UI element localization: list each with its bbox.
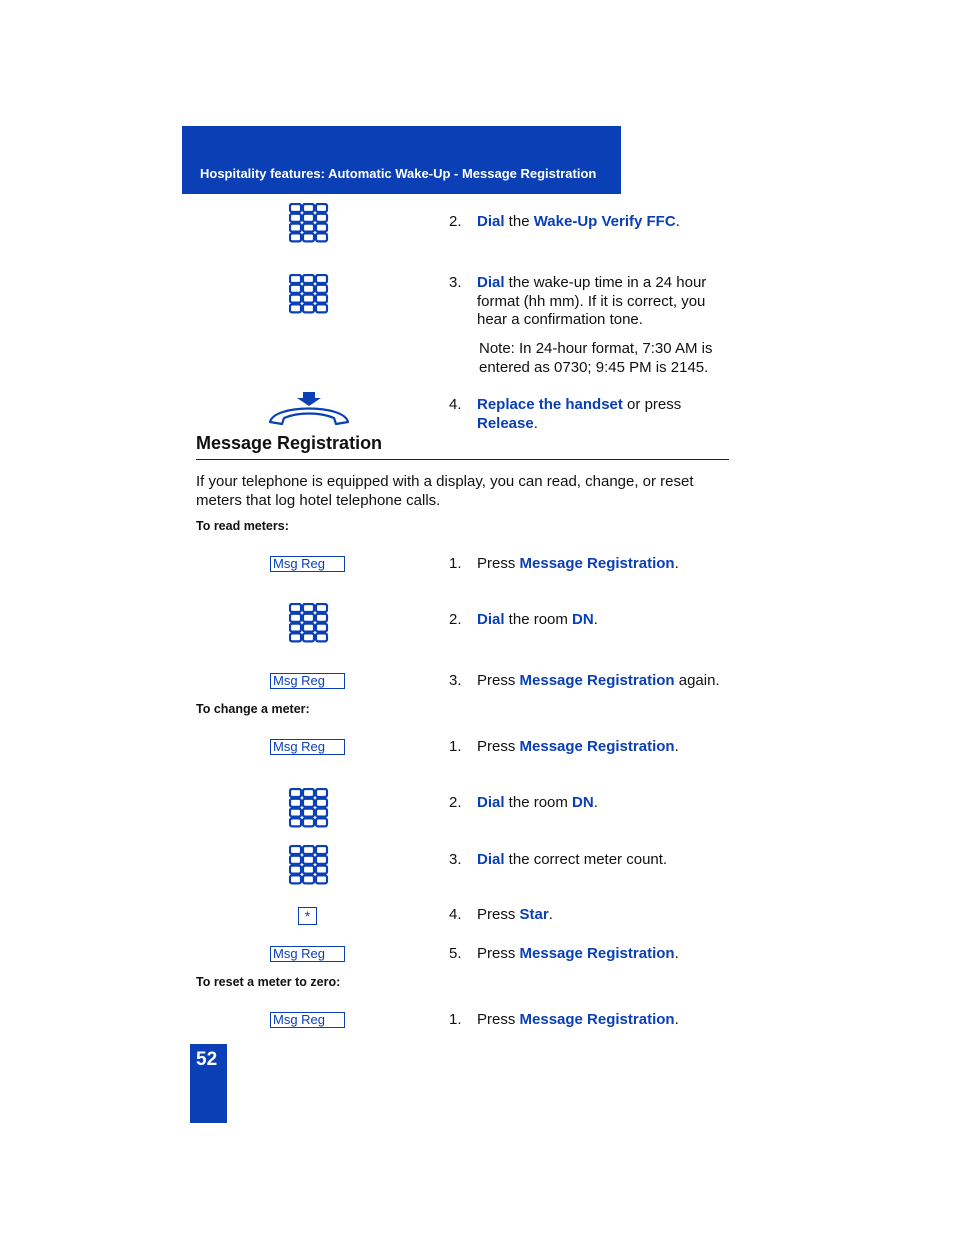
keypad-key xyxy=(303,866,314,874)
step-highlight: Message Registration xyxy=(519,945,675,962)
keypad-key xyxy=(316,204,327,212)
msg-reg-softkey[interactable]: Msg Reg xyxy=(270,673,345,689)
keypad-key xyxy=(316,875,327,883)
wakeup-step-4 xyxy=(449,396,739,433)
keypad-key xyxy=(290,304,301,312)
keypad-key xyxy=(316,624,327,632)
step-text xyxy=(477,945,739,964)
keypad-key xyxy=(290,604,301,612)
keypad-key xyxy=(303,799,314,807)
keypad-key xyxy=(316,633,327,641)
step-fragment: . xyxy=(674,555,679,572)
step-highlight: Message Registration xyxy=(519,1011,675,1028)
keypad-key xyxy=(290,204,301,212)
keypad-key xyxy=(303,624,314,632)
step-fragment: . xyxy=(674,738,679,755)
read-step-3 xyxy=(449,672,739,691)
keypad-key xyxy=(316,856,327,864)
step-number: 1. xyxy=(449,1011,462,1028)
keypad-key xyxy=(316,799,327,807)
keypad-key xyxy=(303,614,314,622)
step-fragment: or press xyxy=(622,396,682,413)
keypad-key xyxy=(290,614,301,622)
step-fragment: the room xyxy=(504,611,573,628)
change-step-2 xyxy=(449,794,739,813)
keypad-key xyxy=(290,789,301,797)
keypad-icon xyxy=(289,845,329,885)
keypad-key xyxy=(316,295,327,303)
step-text xyxy=(477,555,739,574)
keypad-key xyxy=(316,233,327,241)
step-highlight: Release xyxy=(477,414,534,432)
step-fragment: Press xyxy=(477,738,520,755)
keypad-key xyxy=(316,604,327,612)
subhead-reset-meter: To reset a meter to zero: xyxy=(196,975,341,989)
keypad-key xyxy=(303,304,314,312)
keypad-key xyxy=(316,224,327,232)
keypad-key xyxy=(303,633,314,641)
step-number: 3. xyxy=(449,851,462,868)
step-fragment: Press xyxy=(477,906,520,923)
step-fragment: . xyxy=(674,945,679,962)
step-text xyxy=(477,672,739,691)
header-title: Hospitality features: Automatic Wake-Up - Message Registration xyxy=(200,166,597,181)
step-highlight: Dial xyxy=(477,213,505,230)
keypad-key xyxy=(290,875,301,883)
step-fragment: Press xyxy=(477,555,520,572)
keypad-key xyxy=(303,789,314,797)
star-key-icon[interactable]: * xyxy=(298,907,317,925)
keypad-key xyxy=(316,846,327,854)
reset-step-1 xyxy=(449,1011,739,1030)
keypad-key xyxy=(290,846,301,854)
keypad-key xyxy=(290,233,301,241)
step-text xyxy=(477,794,739,813)
msg-reg-softkey[interactable]: Msg Reg xyxy=(270,739,345,755)
keypad-key xyxy=(303,846,314,854)
header-band xyxy=(182,126,621,194)
step-number: 2. xyxy=(449,213,462,230)
change-step-4 xyxy=(449,906,739,925)
step-highlight: Dial xyxy=(477,611,505,628)
step-fragment: Press xyxy=(477,1011,520,1028)
keypad-key xyxy=(303,275,314,283)
keypad-key xyxy=(316,809,327,817)
step-fragment: Press xyxy=(477,945,520,962)
step-text xyxy=(477,738,739,757)
keypad-key xyxy=(290,295,301,303)
keypad-key xyxy=(303,856,314,864)
step-highlight: Dial xyxy=(477,851,505,868)
keypad-key xyxy=(303,875,314,883)
keypad-key xyxy=(290,624,301,632)
keypad-key xyxy=(303,295,314,303)
step-fragment: . xyxy=(674,1011,679,1028)
keypad-key xyxy=(303,233,314,241)
step-number: 1. xyxy=(449,738,462,755)
keypad-key xyxy=(316,818,327,826)
step-text xyxy=(477,213,739,232)
keypad-key xyxy=(303,604,314,612)
step-text xyxy=(477,906,739,925)
keypad-key xyxy=(316,789,327,797)
step-fragment: . xyxy=(675,213,680,230)
step-number: 4. xyxy=(449,906,462,923)
step-text xyxy=(477,1011,739,1030)
keypad-icon xyxy=(289,788,329,828)
step-number: 4. xyxy=(449,396,462,413)
msg-reg-softkey[interactable]: Msg Reg xyxy=(270,946,345,962)
keypad-key xyxy=(290,633,301,641)
step-text xyxy=(477,611,739,630)
step-fragment: the room xyxy=(504,794,573,811)
keypad-key xyxy=(290,818,301,826)
keypad-key xyxy=(290,285,301,293)
keypad-key xyxy=(316,275,327,283)
step-number: 2. xyxy=(449,794,462,811)
keypad-key xyxy=(290,809,301,817)
keypad-icon xyxy=(289,603,329,643)
handset-icon xyxy=(266,390,352,428)
section-intro: If your telephone is equipped with a display, you can read, change, or reset meters that log hotel telephone calls. xyxy=(196,473,694,509)
step-highlight: Wake-Up Verify FFC xyxy=(533,213,676,230)
step-highlight: Dial xyxy=(477,794,505,811)
keypad-key xyxy=(303,285,314,293)
step-fragment: the correct meter count. xyxy=(504,851,668,868)
keypad-key xyxy=(290,275,301,283)
keypad-key xyxy=(303,204,314,212)
keypad-key xyxy=(303,224,314,232)
step-number: 3. xyxy=(449,274,462,291)
step-number: 1. xyxy=(449,555,462,572)
step-number: 5. xyxy=(449,945,462,962)
step-number: 2. xyxy=(449,611,462,628)
step-highlight: Message Registration xyxy=(519,738,675,755)
keypad-key xyxy=(290,799,301,807)
subhead-read-meters: To read meters: xyxy=(196,519,289,533)
keypad-key xyxy=(290,214,301,222)
step-highlight: Replace the handset xyxy=(477,396,623,413)
wakeup-step-3 xyxy=(449,274,739,330)
step-fragment: . xyxy=(593,611,598,628)
step-fragment: . xyxy=(548,906,553,923)
step-fragment: Press xyxy=(477,672,520,689)
change-step-5 xyxy=(449,945,739,964)
step-highlight: Message Registration xyxy=(519,672,675,689)
change-step-3 xyxy=(449,851,739,870)
page-tab xyxy=(190,1044,227,1123)
step-highlight: Star xyxy=(519,906,549,923)
page-number: 52 xyxy=(196,1049,218,1070)
keypad-key xyxy=(316,304,327,312)
step-fragment: . xyxy=(593,794,598,811)
keypad-key xyxy=(290,856,301,864)
msg-reg-softkey[interactable]: Msg Reg xyxy=(270,556,345,572)
wakeup-note: Note: In 24-hour format, 7:30 AM is entered as 0730; 9:45 PM is 2145. xyxy=(479,340,713,376)
step-highlight: DN xyxy=(572,611,594,628)
keypad-key xyxy=(316,214,327,222)
keypad-icon xyxy=(289,274,329,314)
step-text xyxy=(477,396,739,433)
section-title: Message Registration xyxy=(196,433,383,453)
subhead-change-meter: To change a meter: xyxy=(196,702,310,716)
keypad-key xyxy=(316,866,327,874)
step-highlight: Message Registration xyxy=(519,555,675,572)
change-step-1 xyxy=(449,738,739,757)
step-fragment: again. xyxy=(674,672,720,689)
step-text xyxy=(477,274,739,330)
wakeup-step-2 xyxy=(449,213,739,232)
step-fragment: the wake-up time in a 24 hour format (hh mm). If it is correct, you hear a confirmation tone. xyxy=(477,274,707,328)
step-number: 3. xyxy=(449,672,462,689)
section-divider xyxy=(196,459,729,460)
step-highlight: DN xyxy=(572,794,594,811)
keypad-icon xyxy=(289,203,329,243)
keypad-key xyxy=(290,224,301,232)
keypad-key xyxy=(303,818,314,826)
keypad-key xyxy=(316,614,327,622)
step-text xyxy=(477,851,739,870)
step-fragment: the xyxy=(504,213,534,230)
keypad-key xyxy=(303,809,314,817)
keypad-key xyxy=(303,214,314,222)
step-fragment: . xyxy=(533,414,538,432)
read-step-1 xyxy=(449,555,739,574)
keypad-key xyxy=(316,285,327,293)
msg-reg-softkey[interactable]: Msg Reg xyxy=(270,1012,345,1028)
read-step-2 xyxy=(449,611,739,630)
step-highlight: Dial xyxy=(477,274,505,291)
keypad-key xyxy=(290,866,301,874)
